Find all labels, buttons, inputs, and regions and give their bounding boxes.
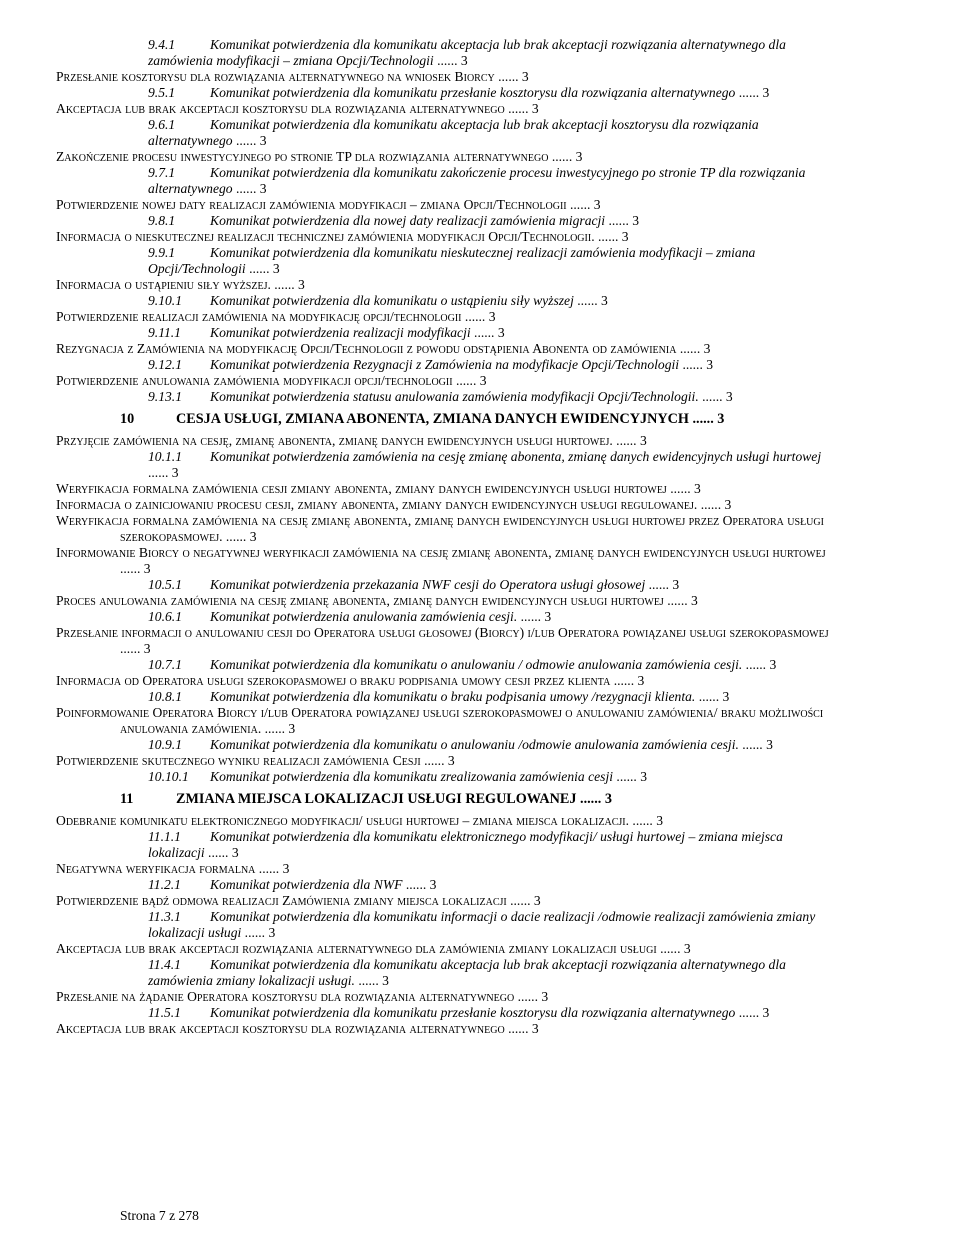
toc-entry-title: Komunikat potwierdzenia dla komunikatu zakończenie procesu inwestycyjnego po stronie TP dla rozwiązania alternatywnego: [148, 165, 806, 196]
toc-leader-dots: ......: [548, 149, 576, 164]
toc-leader-dots: ......: [241, 925, 269, 940]
toc-entry-number: 11.1.1: [148, 829, 181, 844]
toc-entry-level-3[interactable]: [120, 85, 840, 101]
toc-entry-level-2[interactable]: [56, 813, 840, 829]
toc-entry-level-2[interactable]: [56, 373, 840, 389]
toc-entry-number: 9.6.1: [148, 117, 176, 132]
toc-entry-title: Proces anulowania zamówienia na cesję zmianę abonenta, zmianę danych ewidencyjnych usługi hurtowej: [56, 593, 664, 608]
toc-entry-title: Potwierdzenie bądź odmowa realizacji Zamówienia zmiany miejsca lokalizacji: [56, 893, 507, 908]
toc-entry-title: Komunikat potwierdzenia dla komunikatu akceptacja lub brak akceptacji rozwiązania alternatywnego dla zamówienia modyfikacji – zmiana Opcji/Technologii: [148, 37, 786, 68]
toc-entry-level-2[interactable]: [56, 341, 840, 357]
toc-entry-title: Informacja o ustąpieniu siły wyższej.: [56, 277, 271, 292]
toc-leader-dots: ......: [610, 673, 638, 688]
toc-entry-number: [0, 989, 56, 1005]
toc-page-number: 3: [640, 769, 647, 784]
table-of-contents: [56, 37, 840, 1037]
toc-page-number: 3: [488, 309, 496, 324]
toc-entry-title: Komunikat potwierdzenia dla komunikatu zrealizowania zamówienia cesji: [210, 769, 614, 784]
toc-entry-number: [0, 861, 56, 877]
toc-entry-title: Rezygnacja z Zamówienia na modyfikację Opcji/Technologii z powodu odstąpienia Abonenta od zamówienia: [56, 341, 677, 356]
toc-leader-dots: ......: [494, 69, 522, 84]
toc-entry-title: Poinformowanie Operatora Biorcy i/lub Operatora powiązanej usługi szerokopasmowej o anulowaniu zamówienia/ braku możliwości anulowania zamówienia.: [56, 705, 824, 736]
toc-entry-number: 9.11.1: [148, 325, 181, 340]
toc-leader-dots: ......: [688, 411, 718, 427]
toc-leader-dots: ......: [697, 497, 725, 512]
toc-page-number: 3: [288, 721, 296, 736]
toc-entry-number: 11.2.1: [148, 877, 181, 892]
toc-entry-title: Potwierdzenie skutecznego wyniku realizacji zamówienia Cesji: [56, 753, 421, 768]
toc-entry-number: [0, 341, 56, 357]
toc-page-number: 3: [575, 149, 583, 164]
toc-entry-number: 10.1.1: [148, 449, 182, 464]
toc-entry-title: Komunikat potwierdzenia anulowania zamówienia cesji.: [210, 609, 518, 624]
toc-page-number: 3: [497, 325, 505, 340]
toc-page-number: 3: [249, 529, 257, 544]
toc-entry-title: Komunikat potwierdzenia dla komunikatu o ustąpieniu siły wyższej: [210, 293, 574, 308]
toc-entry-level-2[interactable]: [56, 277, 840, 293]
toc-entry-number: [0, 813, 56, 829]
toc-leader-dots: ......: [605, 213, 633, 228]
toc-page-number: 3: [722, 689, 730, 704]
toc-entry-level-2[interactable]: [56, 941, 840, 957]
toc-entry-number: 9.13.1: [148, 389, 182, 404]
toc-entry-number: 11.5.1: [148, 1005, 181, 1020]
toc-entry-title: Informacja o nieskutecznej realizacji technicznej zamówienia modyfikacji Opcji/Technologii.: [56, 229, 595, 244]
toc-entry-level-3[interactable]: [120, 909, 840, 941]
toc-entry-level-3[interactable]: [120, 37, 840, 69]
toc-entry-level-3[interactable]: [120, 769, 840, 785]
toc-page-number: 3: [429, 877, 437, 892]
toc-page-number: 3: [259, 133, 267, 148]
toc-leader-dots: ......: [698, 389, 726, 404]
toc-leader-dots: ......: [738, 737, 767, 752]
toc-leader-dots: ......: [629, 813, 657, 828]
toc-page-number: 3: [298, 277, 305, 292]
toc-page-number: 3: [694, 481, 701, 496]
toc-entry-level-3[interactable]: [120, 389, 840, 405]
toc-entry-level-3[interactable]: [120, 325, 840, 341]
toc-entry-number: 9.8.1: [148, 213, 176, 228]
toc-entry-number: [0, 69, 56, 85]
toc-entry-title: Przyjęcie zamówienia na cesję, zmianę abonenta, zmianę danych ewidencyjnych usługi hurtowej.: [56, 433, 613, 448]
toc-leader-dots: ......: [735, 1005, 763, 1020]
toc-entry-title: Komunikat potwierdzenia przekazania NWF cesji do Operatora usługi głosowej: [210, 577, 646, 592]
toc-entry-level-3[interactable]: [120, 1005, 840, 1021]
toc-entry-title: Negatywna weryfikacja formalna: [56, 861, 256, 876]
toc-leader-dots: ......: [663, 593, 692, 608]
toc-page-number: 3: [272, 261, 280, 276]
toc-entry-level-3[interactable]: [120, 577, 840, 593]
toc-entry-title: Odebranie komunikatu elektronicznego modyfikacji/ usługi hurtowej – zmiana miejsca lokalizacji.: [56, 813, 630, 828]
toc-entry-title: Przesłanie kosztorysu dla rozwiązania alternatywnego na wniosek Biorcy: [56, 69, 495, 84]
toc-leader-dots: ......: [679, 357, 707, 372]
toc-entry-level-1[interactable]: [120, 411, 840, 427]
toc-entry-number: [0, 941, 56, 957]
toc-page-number: 3: [769, 657, 777, 672]
toc-entry-title: Komunikat potwierdzenia dla komunikatu akceptacja lub brak akceptacji rozwiązania alternatywnego dla zamówienia zmiany lokalizacji usługi.: [148, 957, 786, 988]
toc-entry-number: 9.9.1: [148, 245, 176, 260]
toc-entry-title: Weryfikacja formalna zamówienia na cesję zmianę abonenta, zmianę danych ewidencyjnych usługi hurtowej przez Operatora usługi szerokopasmowej.: [56, 513, 824, 544]
toc-page-number: 3: [143, 641, 151, 656]
toc-page-number: 3: [766, 737, 773, 752]
toc-entry-number: [0, 433, 56, 449]
toc-page-number: 3: [703, 341, 711, 356]
toc-page-number: 3: [544, 609, 552, 624]
toc-page-number: 3: [282, 861, 290, 876]
toc-entry-number: 10.5.1: [148, 577, 182, 592]
toc-leader-dots: ......: [573, 293, 602, 308]
toc-entry-number: [0, 593, 56, 609]
page-footer: [120, 1208, 199, 1224]
toc-page-number: 3: [691, 593, 698, 608]
toc-leader-dots: ......: [735, 85, 763, 100]
toc-entry-level-2[interactable]: [56, 69, 840, 85]
toc-entry-level-2[interactable]: [56, 497, 840, 513]
toc-leader-dots: ......: [120, 561, 144, 576]
toc-leader-dots: ......: [576, 791, 605, 807]
toc-entry-number: 9.10.1: [148, 293, 182, 308]
toc-page-number: 3: [672, 577, 680, 592]
toc-entry-level-3[interactable]: [120, 657, 840, 673]
toc-entry-number: 9.7.1: [148, 165, 176, 180]
toc-leader-dots: ......: [222, 529, 250, 544]
toc-page-number: 3: [632, 213, 640, 228]
toc-page-number: 3: [601, 293, 608, 308]
toc-page-number: 3: [621, 229, 629, 244]
toc-entry-number: [0, 373, 56, 389]
toc-leader-dots: ......: [504, 1021, 532, 1036]
toc-leader-dots: ......: [613, 769, 641, 784]
toc-entry-level-2[interactable]: [56, 433, 840, 449]
toc-entry-number: [0, 149, 56, 165]
toc-leader-dots: ......: [120, 641, 144, 656]
toc-entry-title: ZMIANA MIEJSCA LOKALIZACJI USŁUGI REGULOWANEJ: [176, 791, 577, 807]
toc-entry-title: Komunikat potwierdzenia dla komunikatu przesłanie kosztorysu dla rozwiązania alternatywnego: [210, 1005, 736, 1020]
toc-page-number: 3: [724, 497, 732, 512]
toc-entry-level-3[interactable]: [120, 737, 840, 753]
toc-entry-number: [0, 101, 56, 117]
toc-leader-dots: ......: [594, 229, 622, 244]
toc-entry-number: [0, 673, 56, 689]
toc-entry-title: Informowanie Biorcy o negatywnej weryfikacji zamówienia na cesję zmianę abonenta, zmianę danych ewidencyjnych usługi hurtowej: [56, 545, 826, 560]
toc-entry-title: Komunikat potwierdzenia Rezygnacji z Zamówienia na modyfikacje Opcji/Technologii: [210, 357, 680, 372]
toc-entry-number: 10: [120, 411, 135, 427]
toc-entry-title: Komunikat potwierdzenia dla komunikatu informacji o dacie realizacji /odmowie realizacji zamówienia zmiany lokalizacji usługi: [148, 909, 816, 940]
toc-leader-dots: ......: [232, 133, 260, 148]
toc-entry-number: 9.5.1: [148, 85, 176, 100]
toc-page-number: 3: [725, 389, 733, 404]
toc-leader-dots: ......: [148, 465, 172, 480]
toc-entry-title: Akceptacja lub brak akceptacji rozwiązania alternatywnego dla zamówienia zmiany lokalizacji usługi: [56, 941, 657, 956]
toc-entry-level-3[interactable]: [120, 829, 840, 861]
toc-entry-title: Komunikat potwierdzenia dla nowej daty realizacji zamówienia migracji: [210, 213, 606, 228]
page-number-label: Strona 7 z 278: [120, 1208, 199, 1223]
toc-page-number: 3: [460, 53, 468, 68]
toc-entry-level-3[interactable]: [120, 449, 840, 481]
toc-leader-dots: ......: [504, 101, 532, 116]
toc-entry-title: Komunikat potwierdzenia dla komunikatu przesłanie kosztorysu dla rozwiązania alternatywnego: [210, 85, 736, 100]
toc-page-number: 3: [639, 433, 647, 448]
toc-entry-number: [0, 309, 56, 325]
toc-entry-title: Zakończenie procesu inwestycyjnego po stronie TP dla rozwiązania alternatywnego: [56, 149, 549, 164]
toc-entry-level-2[interactable]: [56, 625, 840, 657]
toc-entry-number: [0, 481, 56, 497]
toc-leader-dots: ......: [676, 341, 704, 356]
toc-page-number: 3: [447, 753, 455, 768]
toc-leader-dots: ......: [232, 181, 260, 196]
toc-entry-number: 10.8.1: [148, 689, 182, 704]
toc-entry-number: 9.4.1: [148, 37, 176, 52]
toc-page-number: 3: [533, 893, 541, 908]
toc-entry-number: [0, 753, 56, 769]
toc-entry-title: Komunikat potwierdzenia realizacji modyfikacji: [210, 325, 471, 340]
toc-leader-dots: ......: [433, 53, 461, 68]
toc-entry-number: [0, 497, 56, 513]
toc-entry-level-2[interactable]: [56, 545, 840, 577]
toc-entry-title: Akceptacja lub brak akceptacji kosztorysu dla rozwiązania alternatywnego: [56, 1021, 505, 1036]
toc-entry-number: [0, 893, 56, 909]
toc-leader-dots: ......: [506, 893, 534, 908]
toc-page-number: 3: [171, 465, 179, 480]
toc-entry-title: Komunikat potwierdzenia dla komunikatu o braku podpisania umowy /rezygnacji klienta.: [210, 689, 696, 704]
toc-entry-title: Komunikat potwierdzenia zamówienia na cesję zmianę abonenta, zmianę danych ewidencyjnych usługi hurtowej: [210, 449, 822, 464]
toc-entry-title: Informacja od Operatora usługi szerokopasmowej o braku podpisania umowy cesji przez klienta: [56, 673, 611, 688]
toc-entry-level-2[interactable]: [56, 861, 840, 877]
toc-entry-number: [0, 545, 56, 561]
toc-entry-level-3[interactable]: [120, 877, 840, 893]
toc-leader-dots: ......: [261, 721, 289, 736]
toc-page-number: 3: [531, 101, 539, 116]
toc-page-number: 3: [656, 813, 663, 828]
toc-entry-level-2[interactable]: [56, 197, 840, 213]
toc-entry-title: Przesłanie na żądanie Operatora kosztorysu dla rozwiązania alternatywnego: [56, 989, 515, 1004]
toc-entry-level-2[interactable]: [56, 513, 840, 545]
toc-entry-level-2[interactable]: [56, 1021, 840, 1037]
toc-page-number: 3: [268, 925, 276, 940]
toc-page-number: 3: [521, 69, 529, 84]
toc-entry-number: [0, 513, 56, 529]
toc-entry-level-2[interactable]: [56, 481, 840, 497]
toc-page-number: 3: [259, 181, 267, 196]
toc-entry-number: [0, 197, 56, 213]
toc-entry-level-2[interactable]: [56, 705, 840, 737]
toc-leader-dots: ......: [452, 373, 480, 388]
toc-entry-title: Komunikat potwierdzenia dla komunikatu elektronicznego modyfikacji/ usługi hurtowej – zmiana miejsca lokalizacji: [148, 829, 783, 860]
toc-leader-dots: ......: [245, 261, 273, 276]
toc-entry-level-2[interactable]: [56, 229, 840, 245]
toc-entry-number: [0, 229, 56, 245]
toc-entry-level-2[interactable]: [56, 673, 840, 689]
toc-leader-dots: ......: [566, 197, 594, 212]
toc-leader-dots: ......: [695, 689, 723, 704]
toc-entry-number: 10.10.1: [148, 769, 189, 784]
toc-entry-title: Komunikat potwierdzenia dla komunikatu o anulowaniu / odmowie anulowania zamówienia cesji.: [210, 657, 743, 672]
toc-entry-number: 10.7.1: [148, 657, 182, 672]
toc-entry-level-2[interactable]: [56, 149, 840, 165]
toc-entry-level-2[interactable]: [56, 101, 840, 117]
toc-page-number: 3: [717, 411, 725, 427]
toc-entry-level-3[interactable]: [120, 293, 840, 309]
toc-leader-dots: ......: [656, 941, 684, 956]
toc-leader-dots: ......: [255, 861, 283, 876]
toc-leader-dots: ......: [402, 877, 430, 892]
toc-leader-dots: ......: [742, 657, 770, 672]
toc-entry-number: 9.12.1: [148, 357, 182, 372]
toc-page-number: 3: [604, 791, 612, 807]
toc-leader-dots: ......: [270, 277, 299, 292]
toc-leader-dots: ......: [666, 481, 695, 496]
toc-leader-dots: ......: [204, 845, 232, 860]
toc-entry-level-3[interactable]: [120, 213, 840, 229]
toc-entry-number: 10.6.1: [148, 609, 182, 624]
toc-page-number: 3: [382, 973, 389, 988]
toc-page-number: 3: [541, 989, 549, 1004]
toc-page-number: 3: [706, 357, 714, 372]
toc-entry-number: 10.9.1: [148, 737, 182, 752]
toc-entry-title: Przesłanie informacji o anulowaniu cesji do Operatora usługi głosowej (Biorcy) i/lub Operatora powiązanej usługi szerokopasmowej: [56, 625, 829, 640]
toc-page-number: 3: [479, 373, 487, 388]
toc-entry-title: Weryfikacja formalna zamówienia cesji zmiany abonenta, zmiany danych ewidencyjnych usługi hurtowej: [56, 481, 667, 496]
toc-page-number: 3: [143, 561, 151, 576]
toc-entry-title: Potwierdzenie anulowania zamówienia modyfikacji opcji/technologii: [56, 373, 453, 388]
toc-page-number: 3: [637, 673, 645, 688]
toc-leader-dots: ......: [645, 577, 673, 592]
toc-entry-title: Informacja o zainicjowaniu procesu cesji, zmiany abonenta, zmiany danych ewidencyjnych usługi regulowanej.: [56, 497, 698, 512]
toc-entry-title: CESJA USŁUGI, ZMIANA ABONENTA, ZMIANA DANYCH EWIDENCYJNYCH: [176, 411, 689, 427]
toc-entry-title: Komunikat potwierdzenia statusu anulowania zamówienia modyfikacji Opcji/Technologii.: [210, 389, 699, 404]
toc-entry-title: Komunikat potwierdzenia dla komunikatu akceptacja lub brak akceptacji kosztorysu dla rozwiązania alternatywnego: [148, 117, 759, 148]
toc-entry-title: Komunikat potwierdzenia dla komunikatu nieskutecznej realizacji zamówienia modyfikacji – zmiana Opcji/Technologii: [148, 245, 756, 276]
toc-leader-dots: ......: [517, 609, 545, 624]
toc-entry-level-3[interactable]: [120, 689, 840, 705]
toc-entry-level-3[interactable]: [120, 357, 840, 373]
toc-entry-level-1[interactable]: [120, 791, 840, 807]
toc-leader-dots: ......: [612, 433, 640, 448]
toc-entry-number: [0, 625, 56, 641]
toc-entry-number: 11: [120, 791, 134, 807]
toc-entry-level-2[interactable]: [56, 309, 840, 325]
toc-entry-level-3[interactable]: [120, 245, 840, 277]
toc-entry-level-3[interactable]: [120, 165, 840, 197]
toc-entry-level-3[interactable]: [120, 609, 840, 625]
toc-entry-title: Komunikat potwierdzenia dla komunikatu o anulowaniu /odmowie anulowania zamówienia cesji.: [210, 737, 739, 752]
toc-entry-level-3[interactable]: [120, 117, 840, 149]
toc-entry-title: Potwierdzenie nowej daty realizacji zamówienia modyfikacji – zmiana Opcji/Technologii: [56, 197, 567, 212]
toc-entry-level-2[interactable]: [56, 893, 840, 909]
toc-entry-number: 11.3.1: [148, 909, 181, 924]
toc-leader-dots: ......: [354, 973, 383, 988]
toc-entry-title: Komunikat potwierdzenia dla NWF: [210, 877, 403, 892]
toc-entry-number: 11.4.1: [148, 957, 181, 972]
toc-entry-number: [0, 705, 56, 721]
toc-leader-dots: ......: [420, 753, 448, 768]
toc-leader-dots: ......: [514, 989, 542, 1004]
toc-entry-level-3[interactable]: [120, 957, 840, 989]
toc-page-number: 3: [531, 1021, 539, 1036]
toc-entry-level-2[interactable]: [56, 753, 840, 769]
toc-entry-number: [0, 1021, 56, 1037]
toc-leader-dots: ......: [470, 325, 498, 340]
toc-entry-level-2[interactable]: [56, 593, 840, 609]
toc-page-number: 3: [231, 845, 239, 860]
toc-page-number: 3: [593, 197, 601, 212]
toc-page-number: 3: [683, 941, 691, 956]
toc-entry-title: Potwierdzenie realizacji zamówienia na modyfikację opcji/technologii: [56, 309, 462, 324]
toc-entry-number: [0, 277, 56, 293]
toc-entry-level-2[interactable]: [56, 989, 840, 1005]
toc-leader-dots: ......: [461, 309, 489, 324]
toc-page-number: 3: [762, 1005, 770, 1020]
toc-entry-title: Akceptacja lub brak akceptacji kosztorysu dla rozwiązania alternatywnego: [56, 101, 505, 116]
toc-page-number: 3: [762, 85, 770, 100]
